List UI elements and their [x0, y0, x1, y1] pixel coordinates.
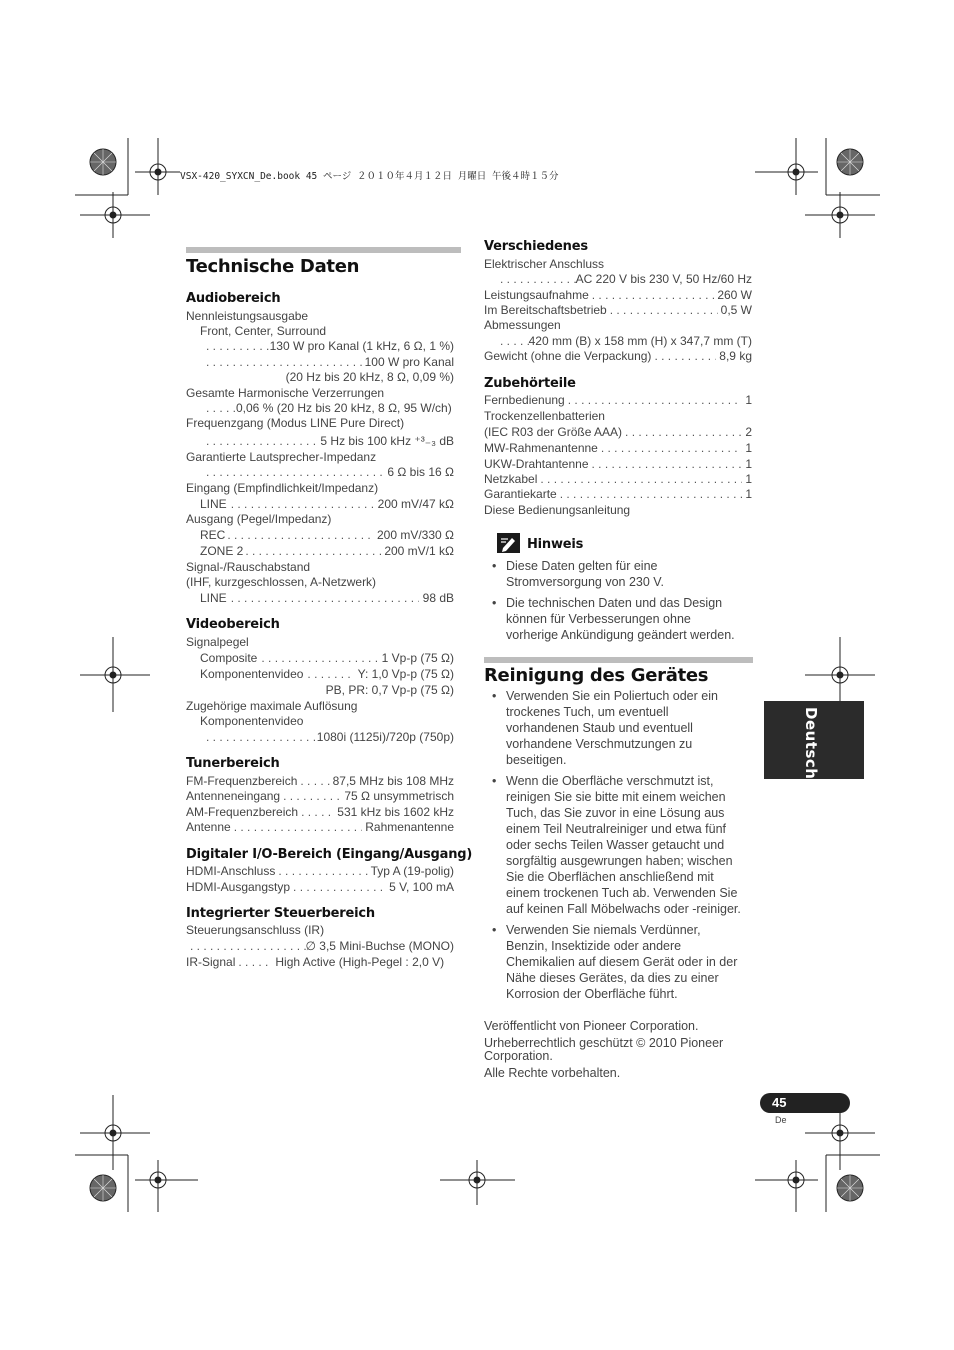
- spec-row: [484, 487, 752, 502]
- spec-value: 1: [745, 393, 752, 407]
- spec-key: ZONE 2: [200, 544, 244, 558]
- spec-value: 260 W: [717, 288, 752, 302]
- spec-label: Frequenzgang (Modus LINE Pure Direct): [186, 416, 405, 430]
- spec-row: [200, 544, 454, 559]
- spec-label: Signal-/Rauschabstand: [186, 560, 311, 574]
- spec-key: (IEC R03 der Größe AAA): [484, 425, 623, 439]
- spec-label: Nennleistungsausgabe: [186, 309, 309, 323]
- spec-row: [206, 730, 454, 745]
- text-line: Korrosion der Oberfläche führt.: [506, 987, 678, 1001]
- text-line: Wenn die Oberfläche verschmutzt ist,: [506, 774, 714, 788]
- spec-value: 1: [745, 472, 752, 486]
- spec-key: Composite: [200, 651, 258, 665]
- text-line: vorherige Ankündigung geändert werden.: [506, 628, 735, 642]
- heading-digital: Digitaler I/O-Bereich (Eingang/Ausgang): [186, 847, 473, 862]
- imprint-rights: Alle Rechte vorbehalten.: [484, 1066, 621, 1080]
- text-line: Chemikalien auf diesem Gerät oder in der: [506, 955, 738, 969]
- spec-label: Steuerungsanschluss (IR): [186, 923, 325, 937]
- pencil-icon: [497, 533, 520, 553]
- spec-value: 130 W pro Kanal (1 kHz, 6 Ω, 1 %): [269, 339, 454, 353]
- note-icon: [497, 533, 520, 553]
- cleaning-bullet: [492, 688, 718, 768]
- spec-value: 420 mm (B) x 158 mm (H) x 347,7 mm (T): [528, 334, 752, 348]
- cleaning-bullet: [492, 773, 741, 917]
- bullet-icon: •: [492, 689, 497, 703]
- spec-label: Garantierte Lautsprecher-Impedanz: [186, 450, 377, 464]
- text-line: vorhandenen Staub und eventuell: [506, 721, 693, 735]
- spec-value: 1080i (1125i)/720p (750p): [316, 730, 454, 744]
- spec-label: Elektrischer Anschluss: [484, 257, 605, 271]
- spec-row: [500, 272, 752, 287]
- spec-row: [200, 497, 454, 512]
- heading-tuner: Tunerbereich: [186, 756, 280, 771]
- spec-row: [200, 528, 454, 543]
- spec-value: 1: [745, 441, 752, 455]
- text-line: einem Teil Neutralreiniger und etwa fünf: [506, 822, 727, 836]
- text-line: Tuch, das Sie zuvor in eine Lösung aus: [506, 806, 725, 820]
- page-lang: De: [775, 1115, 787, 1125]
- cleaning-bullet: [492, 922, 738, 1002]
- spec-row: [484, 472, 752, 487]
- text-line: können für Verbesserungen ohne: [506, 612, 691, 626]
- spec-value: 8,9 kg: [719, 349, 752, 363]
- spec-value: 1 Vp-p (75 Ω): [381, 651, 454, 665]
- spec-row: [186, 789, 454, 804]
- spec-value: 200 mV/1 kΩ: [384, 544, 454, 558]
- spec-value: 75 Ω unsymmetrisch: [344, 789, 454, 803]
- language-tab: [764, 701, 864, 779]
- heading-control: Integrierter Steuerbereich: [186, 906, 375, 921]
- heading-video: Videobereich: [186, 617, 280, 632]
- section-bar: [186, 247, 461, 253]
- spec-row: [206, 355, 454, 370]
- spec-key: HDMI-Anschluss: [186, 864, 276, 878]
- spec-row: [206, 339, 454, 354]
- spec-value: 531 kHz bis 1602 kHz: [337, 805, 454, 819]
- imprint-copyright: Corporation.: [484, 1049, 553, 1063]
- spec-key: Im Bereitschaftsbetrieb: [484, 303, 607, 317]
- heading-misc: Verschiedenes: [484, 239, 588, 254]
- spec-note: (20 Hz bis 20 kHz, 8 Ω, 0,09 %): [285, 370, 454, 384]
- spec-label: Trockenzellenbatterien: [484, 409, 605, 423]
- text-line: vorhandene Verschmutzungen zu: [506, 737, 693, 751]
- spec-value: 0,5 W: [720, 303, 752, 317]
- spec-note: (IHF, kurzgeschlossen, A-Netzwerk): [186, 575, 377, 589]
- spec-value: 98 dB: [422, 591, 454, 605]
- spec-row: [484, 457, 752, 472]
- page-number: 45: [772, 1095, 787, 1110]
- spec-row: [206, 401, 454, 416]
- bullet-icon: •: [492, 559, 497, 573]
- imprint-publisher: Veröffentlicht von Pioneer Corporation.: [484, 1019, 699, 1033]
- spec-row: [484, 349, 752, 364]
- spec-key: FM-Frequenzbereich: [186, 774, 298, 788]
- spec-label: Zugehörige maximale Auflösung: [186, 699, 358, 713]
- spec-key: REC: [200, 528, 226, 542]
- text-line: Verwenden Sie niemals Verdünner,: [506, 923, 701, 937]
- spec-key: MW-Rahmenantenne: [484, 441, 598, 455]
- spec-row: [484, 393, 752, 408]
- spec-row: [484, 288, 752, 303]
- spec-row: [200, 591, 454, 606]
- spec-row: [484, 441, 752, 456]
- text-line: sorgfältig ausgewrungen haben; wischen: [506, 854, 733, 868]
- note-bullet: [492, 595, 735, 643]
- spec-value: 100 W pro Kanal: [364, 355, 454, 369]
- text-line: reinigen Sie sie bitte mit einem weichen: [506, 790, 726, 804]
- spec-row: [186, 820, 454, 835]
- spec-value: 200 mV/47 kΩ: [377, 497, 454, 511]
- spec-label: Diese Bedienungsanleitung: [484, 503, 631, 517]
- bullet-icon: •: [492, 774, 497, 788]
- text-line: Sie die Oberflächen anschließend mit: [506, 870, 714, 884]
- spec-value: 5 V, 100 mA: [389, 880, 454, 894]
- text-line: Die technischen Daten und das Design: [506, 596, 723, 610]
- section-title-cleaning: Reinigung des Gerätes: [484, 665, 709, 686]
- bullet-icon: •: [492, 923, 497, 937]
- text-line: beseitigen.: [506, 753, 567, 767]
- spec-value: 87,5 MHz bis 108 MHz: [332, 774, 454, 788]
- spec-value: ∅ 3,5 Mini-Buchse (MONO): [305, 939, 454, 953]
- spec-key: Leistungsaufnahme: [484, 288, 589, 302]
- text-line: Verwenden Sie ein Poliertuch oder ein: [506, 689, 718, 703]
- spec-value: 200 mV/330 Ω: [376, 528, 454, 542]
- spec-key: Fernbedienung: [484, 393, 565, 407]
- heading-accessories: Zubehörteile: [484, 376, 576, 391]
- spec-row: [190, 939, 454, 954]
- spec-value: Y: 1,0 Vp-p (75 Ω): [357, 667, 454, 681]
- text-line: Stromversorgung von 230 V.: [506, 575, 664, 589]
- text-line: trockenes Tuch, um eventuell: [506, 705, 669, 719]
- spec-key: LINE: [200, 591, 227, 605]
- spec-value: Typ A (19-polig): [370, 864, 454, 878]
- section-title-tech: Technische Daten: [186, 256, 360, 277]
- spec-value: 6 Ω bis 16 Ω: [387, 465, 454, 479]
- section-bar: [484, 657, 753, 663]
- spec-label: Signalpegel: [186, 635, 249, 649]
- spec-value: 2: [745, 425, 752, 439]
- spec-key: Antenneneingang: [186, 789, 281, 803]
- spec-row: [186, 805, 454, 820]
- spec-value: Rahmenantenne: [365, 820, 454, 834]
- spec-key: AM-Frequenzbereich: [186, 805, 299, 819]
- spec-key: Garantiekarte: [484, 487, 557, 501]
- spec-value: High Active (High-Pegel : 2,0 V): [275, 955, 445, 969]
- note-bullet: [492, 558, 664, 590]
- imprint-copyright: Urheberrechtlich geschützt © 2010 Pioneer: [484, 1036, 724, 1050]
- text-line: oder sechs Teilen Wasser getaucht und: [506, 838, 725, 852]
- spec-label: Komponentenvideo: [200, 714, 304, 728]
- spec-key: UKW-Drahtantenne: [484, 457, 589, 471]
- text-line: einem trockenen Tuch ab. Verwenden Sie: [506, 886, 738, 900]
- spec-row: [500, 334, 752, 349]
- spec-key: Komponentenvideo: [200, 667, 304, 681]
- spec-key: LINE: [200, 497, 227, 511]
- spec-row: [200, 651, 454, 666]
- spec-label: Gesamte Harmonische Verzerrungen: [186, 386, 385, 400]
- language-tab-label: Deutsch: [802, 707, 820, 780]
- bullet-icon: •: [492, 596, 497, 610]
- spec-label: Abmessungen: [484, 318, 561, 332]
- spec-value: 1: [745, 487, 752, 501]
- print-header: VSX-420_SYXCN_De.book 45 ページ ２０１０年４月１２日 月曜日 午後４時１５分: [180, 171, 559, 182]
- spec-label: Eingang (Empfindlichkeit/Impedanz): [186, 481, 379, 495]
- spec-row: [186, 774, 454, 789]
- spec-label: Ausgang (Pegel/Impedanz): [186, 512, 332, 526]
- spec-row: [186, 955, 454, 970]
- heading-audio: Audiobereich: [186, 291, 281, 306]
- spec-row: [186, 864, 454, 879]
- text-line: auf keinen Fall Möbelwachs oder -reiniger.: [506, 902, 741, 916]
- spec-row: [200, 667, 454, 682]
- spec-row: [484, 303, 752, 318]
- spec-key: Netzkabel: [484, 472, 538, 486]
- note-heading: Hinweis: [527, 537, 584, 552]
- spec-key: Gewicht (ohne die Verpackung): [484, 349, 652, 363]
- spec-value: 0,06 % (20 Hz bis 20 kHz, 8 Ω, 95 W/ch): [236, 401, 452, 415]
- page-number-badge: [760, 1093, 850, 1113]
- spec-value: 5 Hz bis 100 kHz ⁺³₋₃ dB: [320, 434, 454, 448]
- spec-key: Antenne: [186, 820, 231, 834]
- spec-label: Front, Center, Surround: [200, 324, 327, 338]
- text-line: Diese Daten gelten für eine: [506, 559, 658, 573]
- spec-value: PB, PR: 0,7 Vp-p (75 Ω): [325, 683, 454, 697]
- text-line: Benzin, Insektizide oder andere: [506, 939, 682, 953]
- spec-row: [484, 425, 752, 440]
- spec-row: [186, 880, 454, 895]
- text-line: Nähe dieses Gerätes, da dies zu einer: [506, 971, 719, 985]
- spec-row: [206, 434, 454, 449]
- spec-key: IR-Signal: [186, 955, 236, 969]
- spec-value: AC 220 V bis 230 V, 50 Hz/60 Hz: [575, 272, 752, 286]
- spec-key: HDMI-Ausgangstyp: [186, 880, 291, 894]
- spec-row: [206, 465, 454, 480]
- spec-value: 1: [745, 457, 752, 471]
